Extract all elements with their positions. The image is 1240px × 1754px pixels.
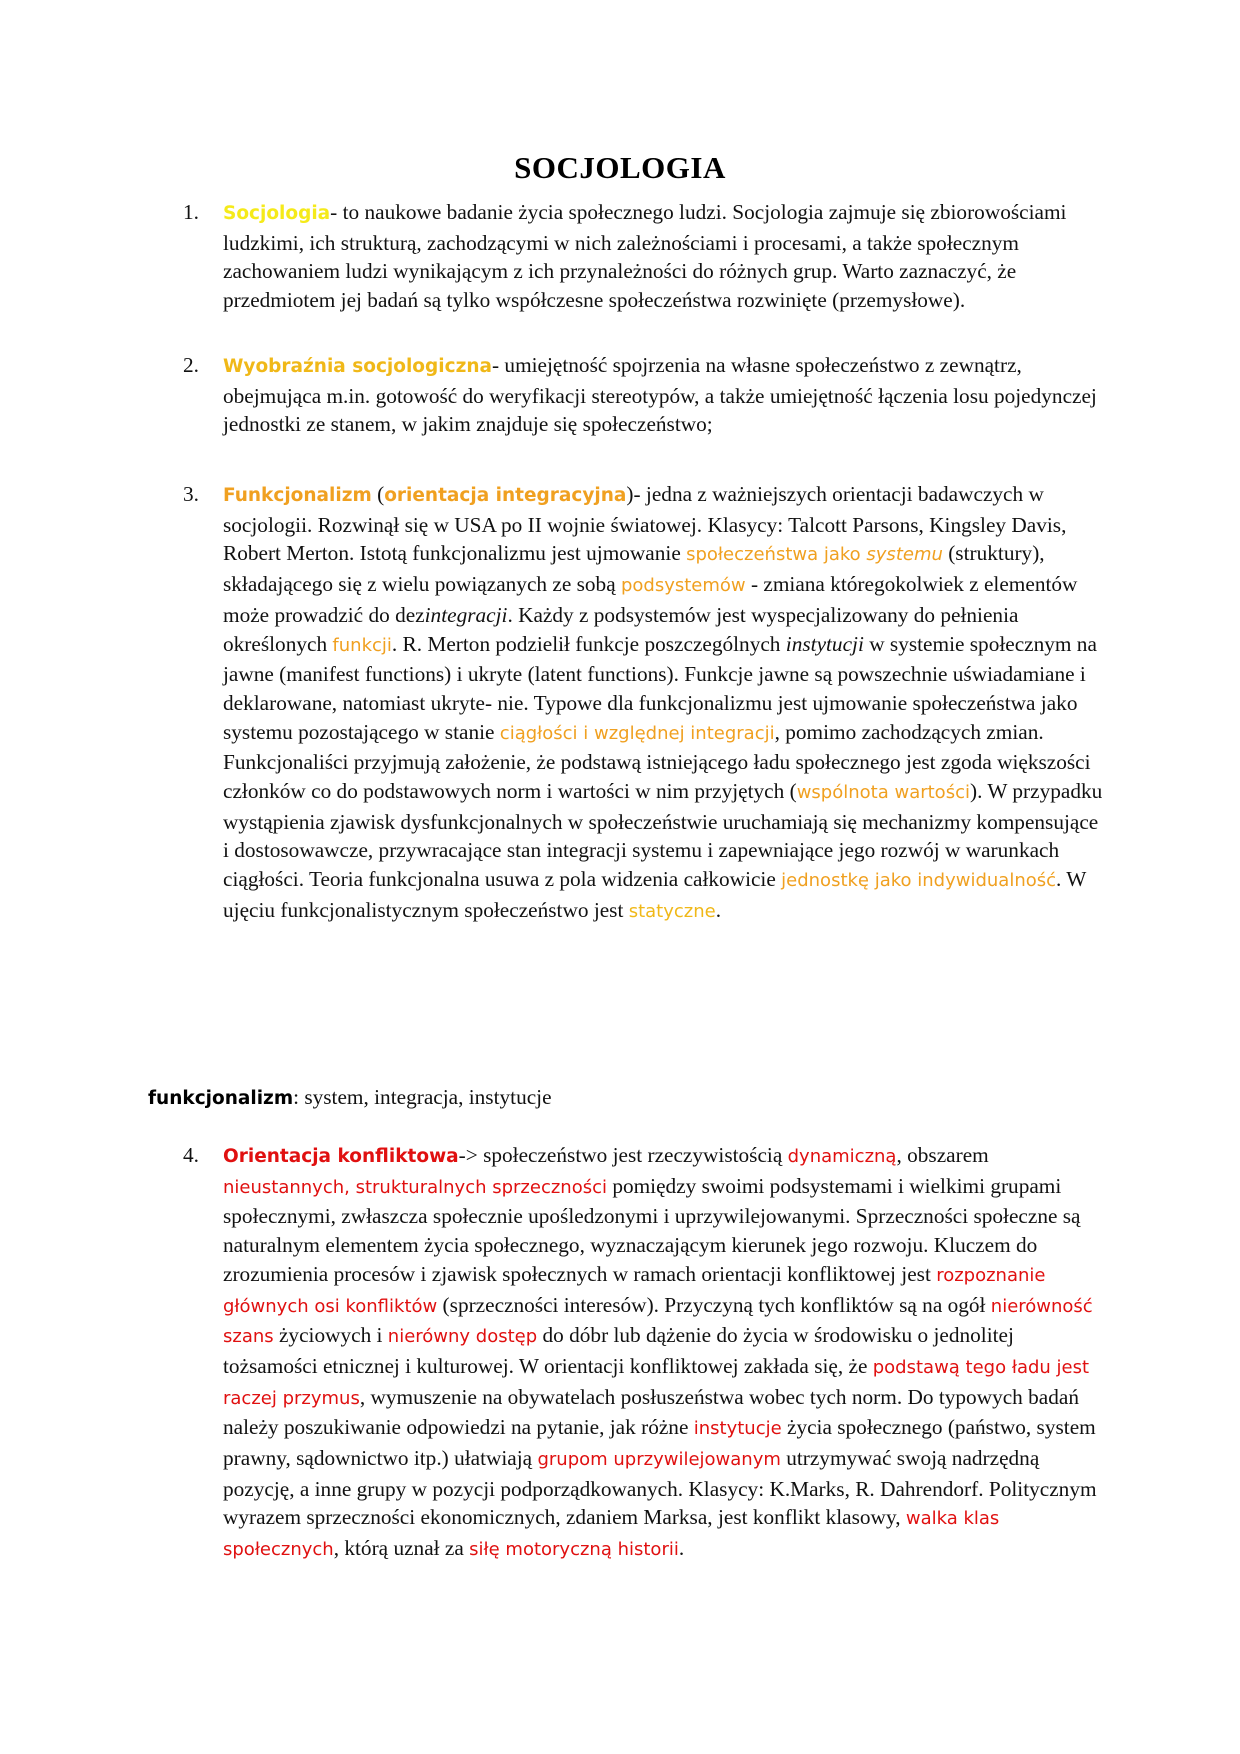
text-segment: . (715, 897, 722, 922)
text-segment: , obszarem (896, 1143, 989, 1167)
term-socjologia: Socjologia (223, 203, 331, 224)
highlight-instytucje: instytucje (693, 1418, 782, 1440)
highlight-wspolnota-wartosci: wspólnota wartości (796, 782, 970, 804)
summary-line (148, 1083, 552, 1114)
highlight-przymus: podstawą tego ładu jest raczej przymus (223, 1356, 1090, 1409)
highlight-podsystemow: podsystemów (620, 575, 746, 597)
term-orientacja-konfliktowa: Orientacja konfliktowa (223, 1146, 459, 1167)
text-segment: ). W przypadku wystąpienia zjawisk dysfunkcjonalnych w społeczeństwie uruchamiają się mechanizmy kompensujące i dostosowawcze, przywracające stan integracji systemu i zapewniające jego rozwój w warunkach ciągłości. Teoria funkcjonalna usuwa z pola widzenia całkowicie (223, 779, 1103, 892)
highlight-jednostke: jednostkę jako indywidualność (781, 870, 1057, 892)
document-title: SOCJOLOGIA (514, 150, 726, 185)
text-segment: )- jedna z ważniejszych orientacji badawczych w socjologii. Rozwinął się w USA po II wojnie światowej. Klasycy: Talcott Parsons, Kingsley Davis, Robert Merton. Istotą funkcjonalizmu jest ujmowanie (223, 482, 1067, 566)
term-wyobraznia: Wyobraźnia socjologiczna (223, 356, 492, 377)
text-segment: . W ujęciu funkcjonalistycznym społeczeństwo jest (223, 867, 1087, 922)
list-item-text (223, 1141, 1103, 1565)
text-segment: w systemie społecznym na jawne (manifest functions) i ukryte (latent functions). Funkcje jawne są powszechnie uświadamiane i deklarowane, natomiast ukryte- nie. Typowe dla funkcjonalizmu jest ujmowanie społeczeństwa jako systemu pozostającego w stanie (223, 631, 1097, 744)
text-segment: . Każdy z podsystemów jest wyspecjalizowany do pełnienia określonych (223, 602, 1019, 656)
list-item-text (223, 480, 1103, 927)
highlight-systemu: systemu (866, 544, 943, 566)
definition-text: - umiejętność spojrzenia na własne społeczeństwo z zewnątrz, obejmująca m.in. gotowość do weryfikacji stereotypów, a także umiejętność łączenia losu pojedynczej jednostki ze stanem, w jakim znajduje się społeczeństwo; (223, 353, 1097, 437)
italic-integracji: integracji (424, 602, 508, 627)
highlight-walka-klas: walka klas społecznych (223, 1508, 1000, 1561)
text-segment: . (678, 1536, 685, 1561)
definition-text: - to naukowe badanie życia społecznego ludzi. Socjologia zajmuje się zbiorowościami ludzkimi, ich strukturą, zachodzącymi w nich zależnościami i procesami, a także społecznym zachowaniem ludzi wynikającym z ich przynależności do różnych grup. Warto zaznaczyć, że przedmiotem jej badań są tylko współczesne społeczeństwa rozwinięte (przemysłowe). (223, 200, 1067, 313)
highlight-nierownosc-szans: nierówność szans (223, 1295, 1093, 1348)
list-number: 2. (183, 353, 199, 377)
list-number: 3. (183, 482, 199, 506)
highlight-spoleczenstwa: społeczeństwa jako (686, 544, 867, 566)
text-segment: -> społeczeństwo jest rzeczywistością (458, 1143, 788, 1167)
text-segment: , wymuszenie na obywatelach posłuszeństwa wobec tych norm. Do typowych badań należy poszukiwanie odpowiedzi na pytanie, jak różne (223, 1384, 1079, 1440)
text-segment: pomiędzy swoimi podsystemami i wielkimi grupami społecznymi, zwłaszcza społecznie upośledzonymi i uprzywilejowanymi. Sprzeczności społeczne są naturalnym elementem życia społecznego, wyznaczającym kierunek jego rozwoju. Kluczem do zrozumienia procesów i zjawisk społecznych w ramach orientacji konfliktowej jest (223, 1173, 1081, 1286)
list-number: 1. (183, 200, 199, 224)
text-segment: życia społecznego (państwo, system prawny, sądownictwo itp.) ułatwiają (223, 1415, 1096, 1471)
highlight-grupom-uprzywilejowanym: grupom uprzywilejowanym (537, 1449, 781, 1471)
text-segment: życiowych i (273, 1323, 388, 1348)
text-segment: do dóbr lub dążenie do życia w środowisku o jednolitej tożsamości etnicznej i kulturowej. W orientacji konfliktowej zakłada się, że (223, 1323, 1014, 1378)
text-segment: - zmiana któregokolwiek z elementów może prowadzić do dez (223, 572, 1078, 627)
highlight-nierowny-dostep: nierówny dostęp (387, 1326, 538, 1348)
list-item-text (223, 198, 1103, 315)
summary-text: : system, integracja, instytucje (293, 1085, 552, 1109)
highlight-ciaglosci: ciągłości i względnej integracji (499, 722, 775, 744)
list-item-text (223, 351, 1103, 439)
list-number: 4. (183, 1143, 199, 1167)
text-segment: . R. Merton podzielił funkcje poszczególnych (391, 631, 786, 656)
highlight-sprzecznosci: nieustannych, strukturalnych sprzeczności (223, 1176, 607, 1198)
text-segment: (sprzeczności interesów). Przyczyną tych konfliktów są na ogół (437, 1292, 991, 1317)
text-segment: utrzymywać swoją nadrzędną pozycję, a inne grupy w pozycji podporządkowanych. Klasycy: K.Marks, R. Dahrendorf. Politycznym wyrazem sprzeczności ekonomicznych, zdaniem Marksa, jest konflikt klasowy, (223, 1446, 1097, 1530)
text-segment: , pomimo zachodzących zmian. Funkcjonaliści przyjmują założenie, że podstawą istniejącego ładu społecznego jest zgoda większości członków co do podstawowych norm i wartości w nim przyjętych ( (223, 719, 1091, 804)
text-segment: ( (371, 482, 385, 506)
highlight-funkcji: funkcji (332, 634, 392, 656)
term-funkcjonalizm: Funkcjonalizm (223, 485, 372, 506)
term-orientacja-integracyjna: orientacja integracyjna (384, 485, 627, 506)
highlight-dynamiczna: dynamiczną (787, 1146, 897, 1167)
text-segment: , którą uznał za (333, 1536, 470, 1561)
highlight-statyczne: statyczne (628, 900, 716, 922)
summary-term: funkcjonalizm (148, 1088, 294, 1109)
highlight-rozpoznanie: rozpoznanie głównych osi konfliktów (223, 1264, 1046, 1317)
italic-instytucji: instytucji (785, 631, 864, 656)
text-segment: (struktury), składającego się z wielu powiązanych ze sobą (223, 541, 1045, 597)
highlight-sila-motoryczna: siłę motoryczną historii (469, 1539, 679, 1561)
